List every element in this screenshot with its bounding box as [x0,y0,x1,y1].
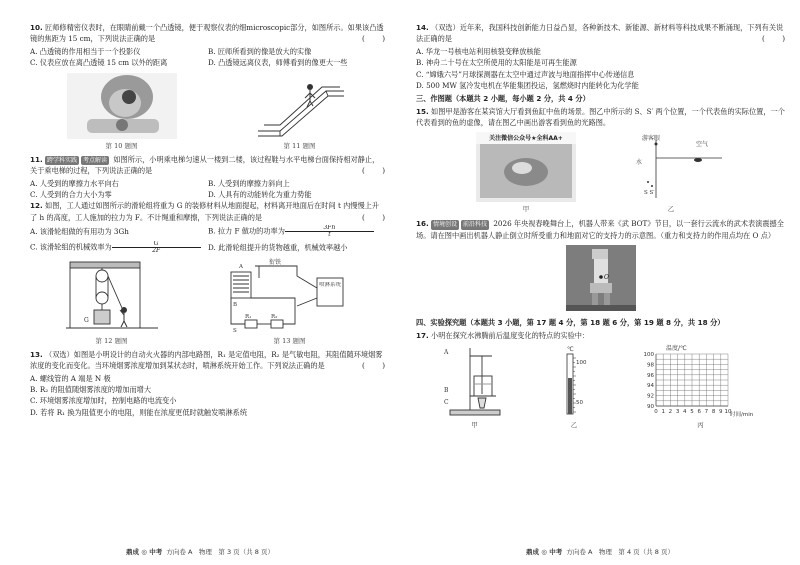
option-b: B. 神舟二十号在太空所使用的太阳能是可再生能源 [416,58,577,68]
figure-13 [225,258,355,346]
figure-11 [250,73,350,151]
y-tick-label: 96 [647,373,655,380]
therm-top-label: 100 [575,360,587,367]
question-number: 14. [416,23,429,32]
option-d: D. 500 MW 氢冷发电机在华能集团投运，氢燃烧时内能转化为化学能 [416,80,639,90]
y-tick-label: 90 [647,404,655,411]
option-d: D. 此滑轮组提升的货物越重，机械效率越小 [208,242,348,252]
option-b: B. R₂ 的阻值随烟雾浓度的增加而增大 [30,385,152,395]
question-15 [416,106,786,128]
temperature-grid [638,344,762,418]
tag: 情境创设 [433,221,458,229]
circuit-diagram [225,258,355,334]
numerator: G [112,241,201,248]
question-number: 15. [416,107,429,117]
fish-icon [694,158,702,162]
numerator: 3Fh [285,225,374,232]
x-tick-label: 10 [724,409,732,416]
question-16 [416,218,786,240]
answer-bracket: ( ) [762,34,786,44]
figure-caption: 乙 [570,421,578,430]
answer-bracket: ( ) [362,212,386,222]
question-number: 12. [30,201,43,211]
options-11 [30,178,386,200]
question-text: 如图，工人通过如图所示的滑轮组将重为 G 的装修材料从地面提起，材料离开地面后在时间 t 内慢慢上升了 h 的高度，工人施加的拉力为 F。不计绳重和摩擦，下列说法正确的是 [30,201,380,222]
x-tick-label: 6 [697,409,702,416]
page-4 [400,0,800,565]
figure-16 [566,245,636,313]
escalator-drawing [250,73,350,139]
figure-12 [62,258,162,346]
question-number: 11. [30,154,43,164]
svg-text:S: S [232,327,237,334]
question-text: （双选）近年来，我国科技创新能力日益凸显，各种新技术、新能源、新材料等科技成果不断涌现，下列有关说法正确的是 [416,23,784,44]
x-tick-label: 0 [654,409,659,416]
x-tick-label: 3 [676,409,680,416]
thermometer [557,344,591,418]
figure-caption: 甲 [471,421,478,430]
page-footer [400,547,800,557]
tag: 考点解读 [83,156,108,164]
answer-bracket: ( ) [362,165,386,175]
option-b [208,225,386,238]
question-12 [30,200,386,222]
option-b: B. 匠师所看到的像是放大的实像 [208,47,312,57]
option-d: D. 人具有的动能转化为重力势能 [208,190,312,200]
figure-17-jia [440,344,510,430]
question-number: 13. [30,349,43,359]
figure-10 [67,73,177,151]
point-o-label: O [604,273,609,281]
y-tick-label: 98 [647,362,655,369]
figure-caption: 第 13 题图 [273,336,306,345]
x-tick-label: 7 [704,409,709,416]
answer-bracket: ( ) [362,360,386,370]
option-c: C. 人受到的合力大小为零 [30,190,112,200]
y-tick-label: 100 [643,352,655,359]
option-d: D. 凸透镜远离仪表，师傅看到的像更大一些 [208,58,348,68]
options-10 [30,46,386,68]
therm-bottom-label: 50 [575,400,583,407]
option-b-text: B. 拉力 F 做功的功率为 [208,226,285,236]
figure-caption: 甲 [522,205,530,214]
x-tick-label: 4 [683,409,687,416]
robot-handstand-photo [566,245,636,311]
svg-text:R₂: R₂ [270,313,277,320]
figure-caption: 第 12 题图 [95,336,128,345]
question-number: 10. [30,23,43,32]
source-labels: S S′ [644,190,655,197]
brand-logo: 鼎成 ◎ 中考 [526,547,563,556]
question-text: 匠师修精密仪表时，在眼睛前戴一个凸透镜，便于观察仪表的细microscopic部分，如图所示。如果该凸透镜的焦距为 15 cm，下列说法正确的是 [30,23,384,44]
label-a: A [443,349,448,357]
option-a: A. 该滑轮组做的有用功为 3Gh [30,226,129,236]
option-c: C. 环境烟雾浓度增加时，控制电路的电流变小 [30,396,177,406]
svg-text:B: B [232,301,237,308]
question-text: 2026 年央视春晚舞台上，机器人带来《武 BOT》节目，以一套行云流水的武术表演震撼全场。请在图中画出机器人静止倒立时所受重力和地面对它的支持力的示意图。（重力和支持力的作用点均在 O 点） [416,219,784,240]
option-d: D. 若将 R₁ 换为阻值更小的电阻，则能在浓度更低时就触发喷淋系统 [30,407,248,417]
photo-watermark: 关注微信公众号★全科AA+ [489,135,563,143]
fraction [285,225,374,238]
figure-caption: 丙 [697,421,704,430]
iron-label: 衔铁 [268,258,281,266]
figure-15-yi [616,132,726,214]
option-c: C. 仪表应放在离凸透镜 15 cm 以外的距离 [30,58,168,68]
aquarium-photo [476,132,576,202]
label-b: B [443,387,449,395]
option-c: C. “嫦娥六号”月球探测器在太空中通过声波与地面指挥中心传递信息 [416,69,635,79]
x-tick-label: 1 [661,409,666,416]
question-text: 如图甲是游客在某宾馆大厅看到鱼缸中鱼的场景。图乙中所示的 S、S′ 两个位置，一个代表鱼的实际位置，一个代表看到的鱼的虚像，请在图乙中画出游客看到鱼的光路图。 [416,107,785,128]
page-info: 方向卷 A 物理 第 3 页（共 8 页） [166,547,274,556]
question-17 [416,330,786,341]
figure-caption: 第 10 题图 [105,141,138,150]
water-label: 水 [636,159,643,167]
air-label: 空气 [696,141,709,149]
question-text: 小明在探究水沸腾前后温度变化的特点的实验中： [431,331,590,341]
options-14 [416,46,786,91]
section-heading-3: 三、作图题（本题共 2 小题，每小题 2 分，共 4 分） [416,93,590,103]
eye-label: 游客眼 [642,135,661,143]
svg-text:A: A [238,263,243,270]
brand-logo: 鼎成 ◎ 中考 [126,547,163,556]
options-13 [30,373,386,418]
x-axis-label: 时间/min [730,412,754,419]
fraction [112,241,201,254]
svg-text:G: G [83,316,89,324]
answer-bracket: ( ) [362,34,386,44]
denominator: 2F [152,246,161,254]
figure-caption: 第 11 题图 [283,141,316,150]
option-a: A. 螺线管的 A 端是 N 极 [30,374,111,384]
question-10 [30,22,386,44]
svg-text:R₁: R₁ [244,313,251,320]
light-path-diagram [616,132,726,202]
x-tick-label: 8 [712,409,716,416]
figure-caption: 乙 [667,205,675,214]
figure-15-jia [476,132,576,214]
label-c: C [443,399,449,407]
option-b: B. 人受到的摩擦力斜向上 [208,179,290,189]
pulley-diagram [62,258,162,334]
y-axis-label: 温度/℃ [666,345,688,353]
question-14 [416,22,786,44]
y-tick-label: 94 [647,383,655,390]
question-text: 如图所示，小明乘电梯匀速从一楼到二楼，该过程鞋与水平电梯台面保持相对静止，关于乘电梯的过程，下列说法正确的是 [30,154,380,175]
x-tick-label: 5 [690,409,695,416]
x-tick-label: 9 [719,409,723,416]
option-c-text: C. 该滑轮组的机械效率为 [30,242,112,252]
option-a: A. 人受到的摩擦力水平向右 [30,179,119,189]
options-12 [30,225,386,254]
question-text: （双选）如图是小明设计的自动火火器的内部电路图，R₁ 是定值电阻，R₂ 是气敏电阻，其阻值随环境烟雾浓度的变化而变化。当环境烟雾浓度增加到某状态时，喷淋系统开始工作。下列说法正确的是 [30,349,383,370]
figure-17-yi [557,344,591,430]
y-tick-label: 92 [647,393,655,400]
page-info: 方向卷 A 物理 第 4 页（共 8 页） [566,547,674,556]
question-number: 16. [416,219,429,229]
option-c [30,241,208,254]
page-footer [0,547,400,557]
denominator: t [328,230,331,238]
question-11 [30,154,386,176]
watchmaker-photo [67,73,177,139]
option-a: A. 华龙一号核电站利用核裂变释放核能 [416,47,541,57]
therm-unit: ℃ [566,346,574,354]
question-number: 17. [416,331,429,341]
x-tick-label: 2 [668,409,673,416]
option-a: A. 凸透镜的作用相当于一个投影仪 [30,47,141,57]
question-13 [30,349,386,371]
tag: 跨学科实践 [47,156,78,164]
spray-system-label: 喷淋系统 [318,281,341,288]
section-heading-4: 四、实验探究题（本题共 3 小题，第 17 题 4 分，第 18 题 6 分，第 19 题 8 分，共 18 分） [416,317,725,327]
tag: 前沿科技 [463,221,488,229]
boiling-apparatus [440,344,510,418]
figure-17-bing [638,344,762,430]
